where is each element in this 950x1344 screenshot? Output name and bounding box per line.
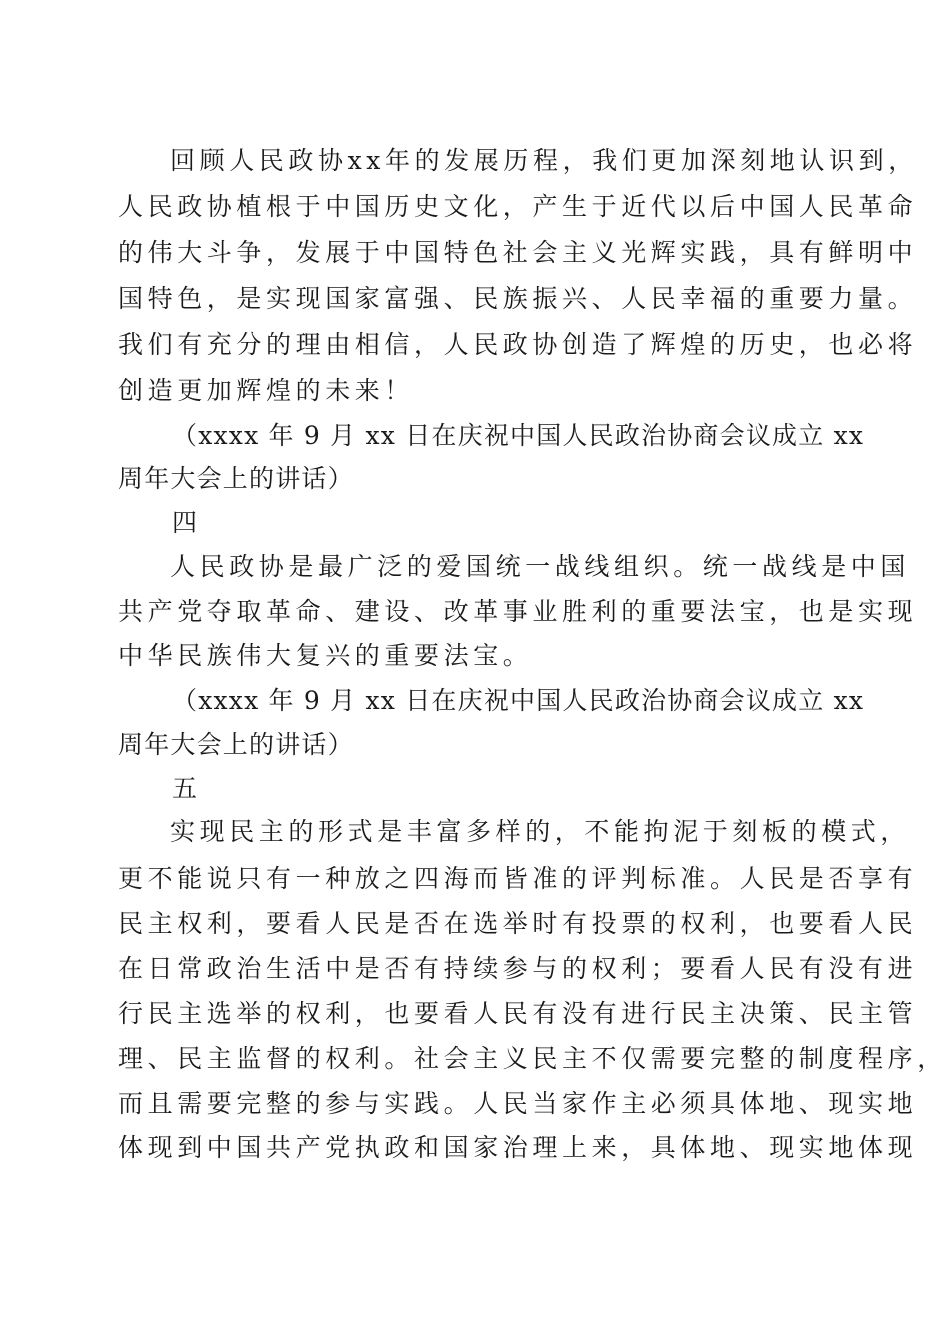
paragraph-line: 人民政协是最广泛的爱国统一战线组织。统一战线是中国	[170, 552, 911, 581]
paragraph-line: 行民主选举的权利，也要看人民有没有进行民主决策、民主管	[118, 999, 918, 1028]
paragraph-line: 的伟大斗争，发展于中国特色社会主义光辉实践，具有鲜明中	[118, 238, 918, 267]
paragraph-line: 回顾人民政协xx年的发展历程，我们更加深刻地认识到，	[170, 146, 918, 175]
section-heading: 四	[172, 508, 202, 537]
citation-line: （xxxx 年 9 月 xx 日在庆祝中国人民政治协商会议成立 xx	[172, 421, 865, 450]
paragraph-line: 体现到中国共产党执政和国家治理上来，具体地、现实地体现	[118, 1133, 918, 1162]
paragraph-line: 共产党夺取革命、建设、改革事业胜利的重要法宝，也是实现	[118, 597, 918, 626]
paragraph-line: 中华民族伟大复兴的重要法宝。	[118, 641, 533, 670]
paragraph-line: 理、民主监督的权利。社会主义民主不仅需要完整的制度程序，	[118, 1044, 947, 1073]
paragraph-line: 国特色，是实现国家富强、民族振兴、人民幸福的重要力量。	[118, 284, 918, 313]
paragraph-line: 而且需要完整的参与实践。人民当家作主必须具体地、现实地	[118, 1089, 918, 1118]
paragraph-line: 在日常政治生活中是否有持续参与的权利；要看人民有没有进	[118, 954, 918, 983]
paragraph-line: 民主权利，要看人民是否在选举时有投票的权利，也要看人民	[118, 909, 918, 938]
paragraph-line: 实现民主的形式是丰富多样的，不能拘泥于刻板的模式，	[170, 817, 911, 846]
paragraph-line: 我们有充分的理由相信，人民政协创造了辉煌的历史，也必将	[118, 330, 918, 359]
section-heading: 五	[172, 774, 202, 803]
paragraph-line: 人民政协植根于中国历史文化，产生于近代以后中国人民革命	[118, 192, 918, 221]
paragraph-line: 更不能说只有一种放之四海而皆准的评判标准。人民是否享有	[118, 864, 918, 893]
paragraph-line: 创造更加辉煌的未来！	[118, 376, 415, 405]
citation-line: 周年大会上的讲话）	[118, 464, 354, 493]
citation-line: （xxxx 年 9 月 xx 日在庆祝中国人民政治协商会议成立 xx	[172, 686, 865, 715]
citation-line: 周年大会上的讲话）	[118, 730, 354, 759]
